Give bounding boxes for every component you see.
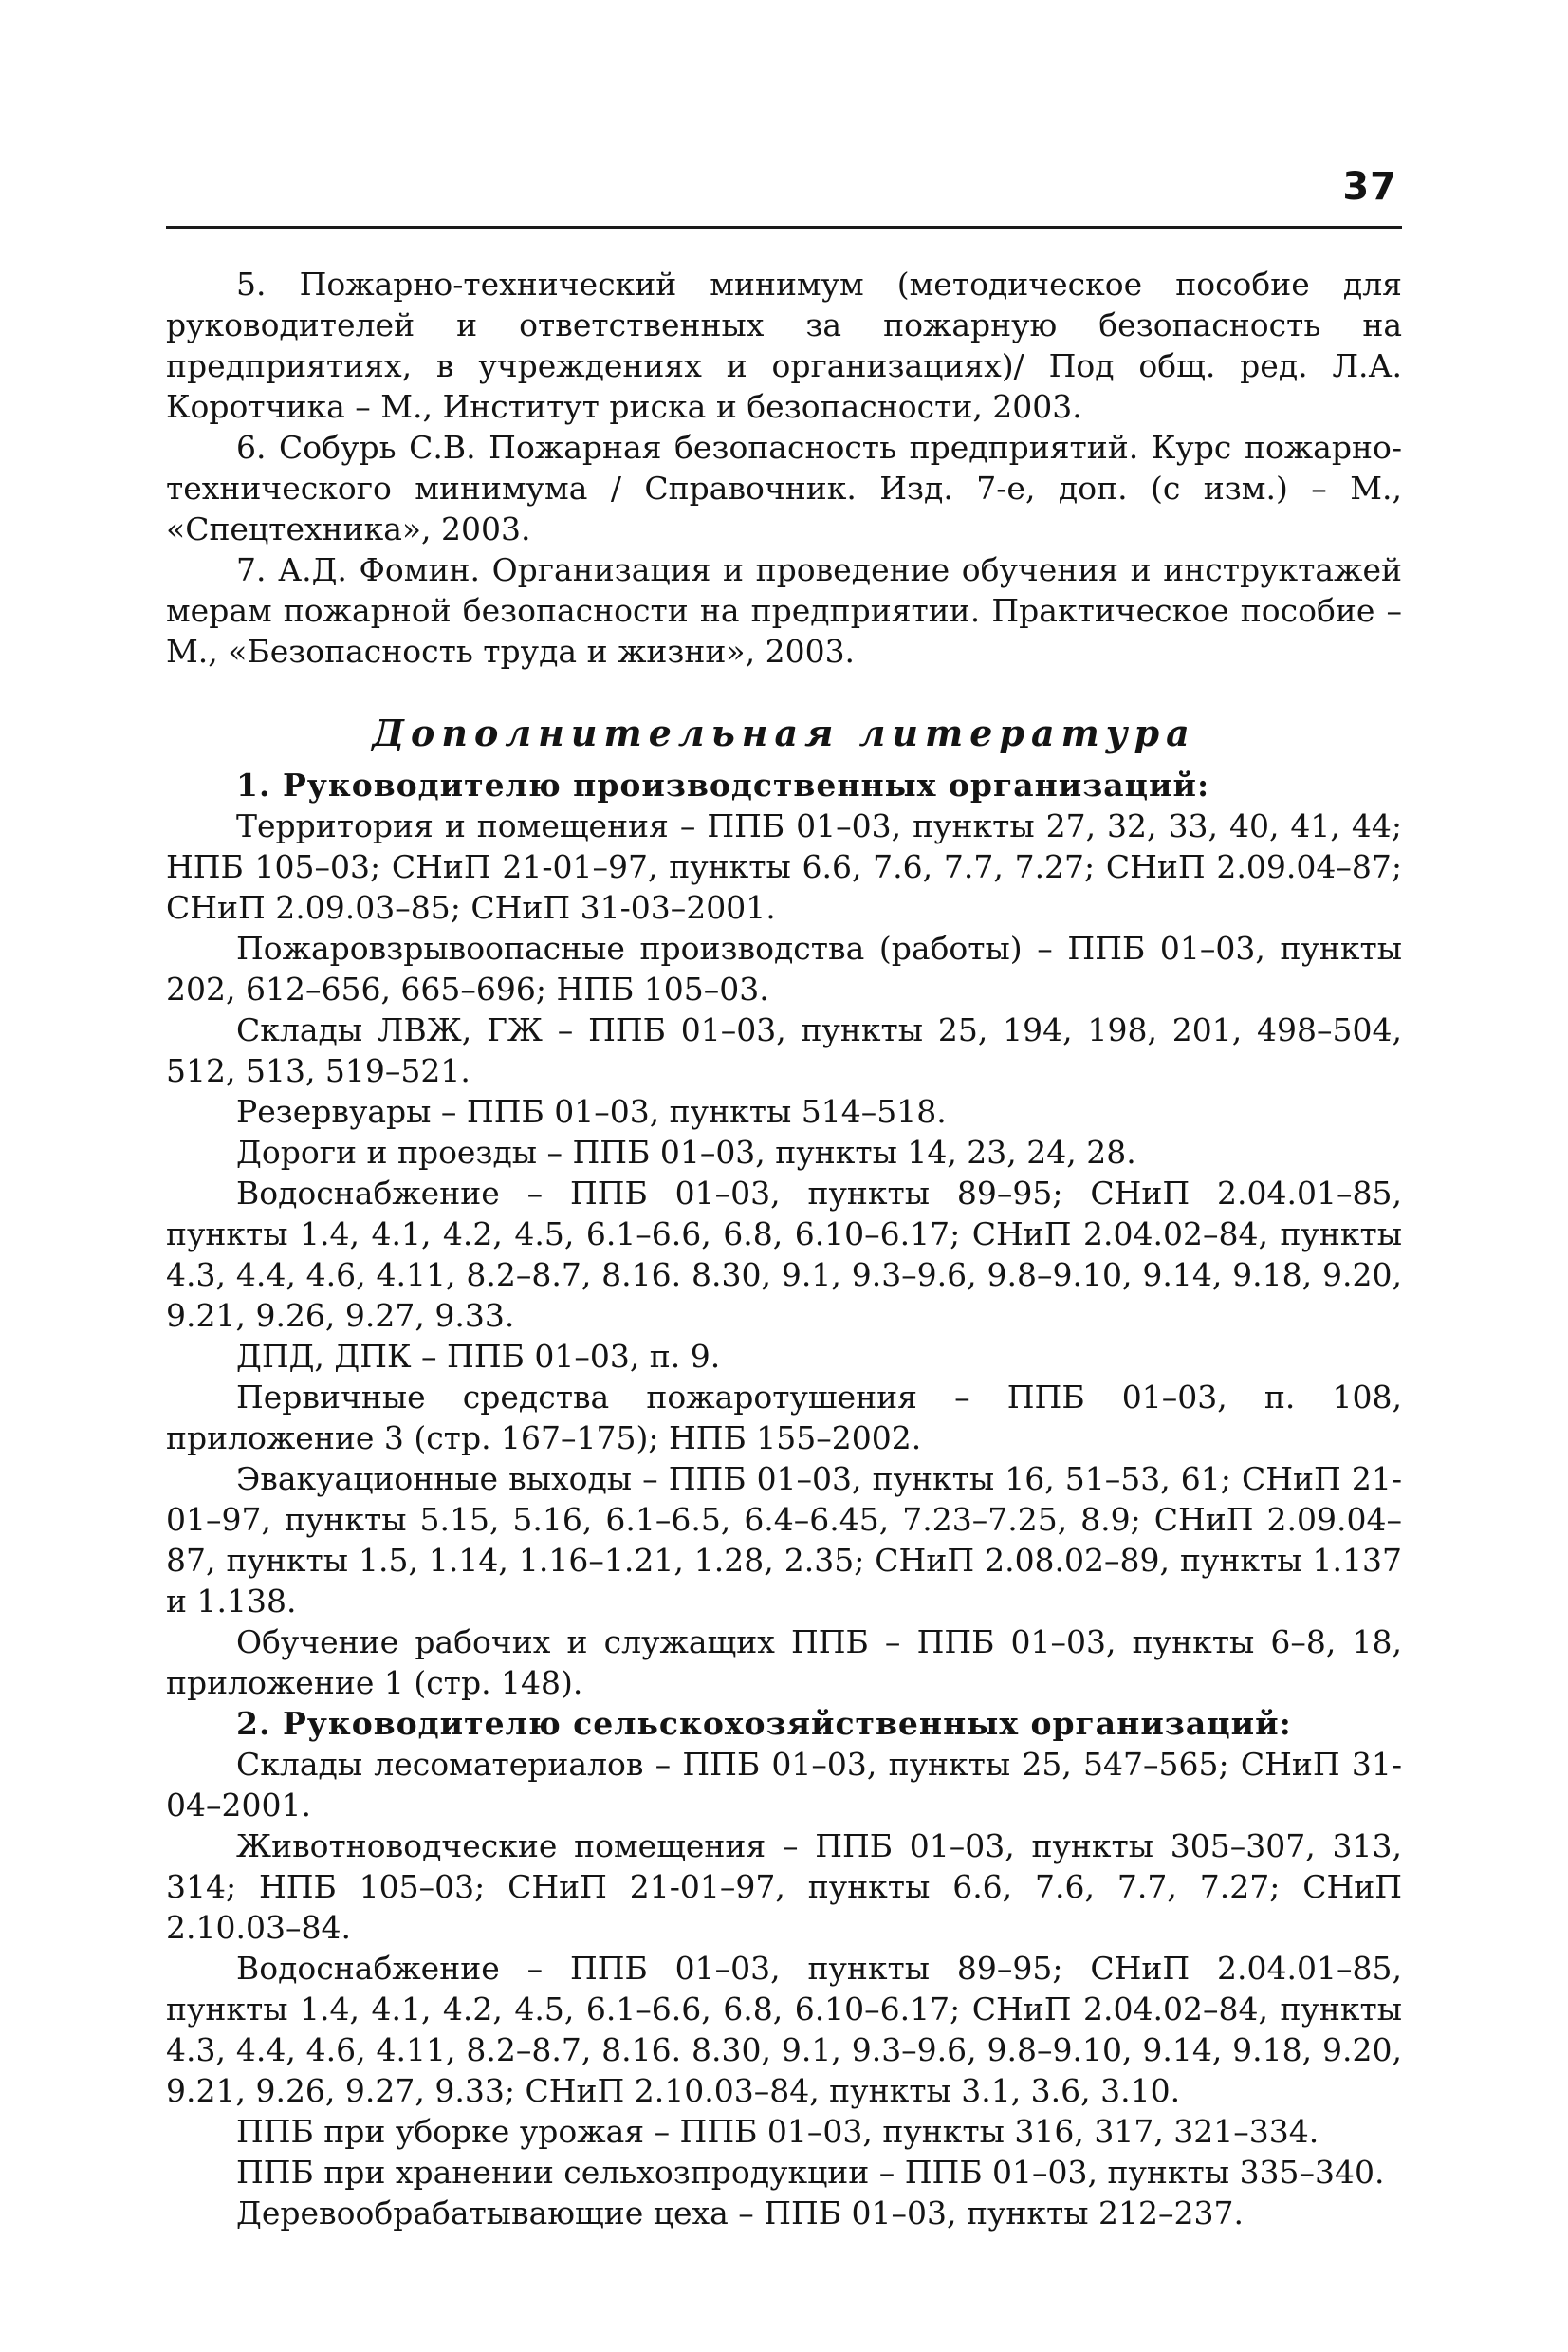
list-item: ППБ при уборке урожая – ППБ 01–03, пункты 316, 317, 321–334. (236, 2113, 1319, 2150)
list-item: Территория и помещения – ППБ 01–03, пункты 27, 32, 33, 40, 41, 44; НПБ 105–03; СНиП 21-01–97, пункты 6.6, 7.6, 7.7, 7.27; СНиП 2.09.04–87; СНиП 2.09.03–85; СНиП 31-03–2001. (166, 807, 1402, 926)
page-content (166, 264, 1402, 2233)
reference-item: 5. Пожарно-технический минимум (методическое пособие для руководителей и ответственных за пожарную безопасность на предприятиях, в учреждениях и организациях)/ Под общ. ред. Л.А. Коротчика – М., Институт риска и безопасности, 2003. (166, 266, 1402, 425)
list-item: Обучение рабочих и служащих ППБ – ППБ 01–03, пункты 6–8, 18, приложение 1 (стр. 148). (166, 1623, 1402, 1701)
list-item: Дороги и проезды – ППБ 01–03, пункты 14, 23, 24, 28. (236, 1134, 1136, 1171)
subsection-title: 1. Руководителю производственных организаций: (236, 767, 1210, 804)
section-heading: Дополнительная литература (372, 712, 1196, 754)
list-item: Водоснабжение – ППБ 01–03, пункты 89–95; СНиП 2.04.01–85, пункты 1.4, 4.1, 4.2, 4.5, 6.1–6.6, 6.8, 6.10–6.17; СНиП 2.04.02–84, пункты 4.3, 4.4, 4.6, 4.11, 8.2–8.7, 8.16. 8.30, 9.1, 9.3–9.6, 9.8–9.10, 9.14, 9.18, 9.20, 9.21, 9.26, 9.27, 9.33; СНиП 2.10.03–84, пункты 3.1, 3.6, 3.10. (166, 1950, 1402, 2109)
list-item: ППБ при хранении сельхозпродукции – ППБ 01–03, пункты 335–340. (236, 2154, 1385, 2191)
reference-item: 6. Собурь С.В. Пожарная безопасность предприятий. Курс пожарно-технического минимума / Справочник. Изд. 7-е, доп. (с изм.) – М., «Спецтехника», 2003. (166, 429, 1402, 547)
reference-item: 7. А.Д. Фомин. Организация и проведение обучения и инструктажей мерам пожарной безопасности на предприятии. Практическое пособие – М., «Безопасность труда и жизни», 2003. (166, 551, 1402, 670)
subsection-title: 2. Руководителю сельскохозяйственных организаций: (236, 1705, 1292, 1742)
list-item: Эвакуационные выходы – ППБ 01–03, пункты 16, 51–53, 61; СНиП 21-01–97, пункты 5.15, 5.16, 6.1–6.5, 6.4–6.45, 7.23–7.25, 8.9; СНиП 2.09.04–87, пункты 1.5, 1.14, 1.16–1.21, 1.28, 2.35; СНиП 2.08.02–89, пункты 1.137 и 1.138. (166, 1460, 1402, 1620)
list-item: Деревообрабатывающие цеха – ППБ 01–03, пункты 212–237. (236, 2195, 1245, 2232)
list-item: Животноводческие помещения – ППБ 01–03, пункты 305–307, 313, 314; НПБ 105–03; СНиП 21-01–97, пункты 6.6, 7.6, 7.7, 7.27; СНиП 2.10.03–84. (166, 1827, 1402, 1946)
list-item: Водоснабжение – ППБ 01–03, пункты 89–95; СНиП 2.04.01–85, пункты 1.4, 4.1, 4.2, 4.5, 6.1–6.6, 6.8, 6.10–6.17; СНиП 2.04.02–84, пункты 4.3, 4.4, 4.6, 4.11, 8.2–8.7, 8.16. 8.30, 9.1, 9.3–9.6, 9.8–9.10, 9.14, 9.18, 9.20, 9.21, 9.26, 9.27, 9.33. (166, 1175, 1402, 1334)
header-rule (166, 226, 1402, 229)
list-item: Первичные средства пожаротушения – ППБ 01–03, п. 108, приложение 3 (стр. 167–175); НПБ 155–2002. (166, 1379, 1402, 1456)
list-item: Склады лесоматериалов – ППБ 01–03, пункты 25, 547–565; СНиП 31-04–2001. (166, 1746, 1402, 1824)
list-item: ДПД, ДПК – ППБ 01–03, п. 9. (236, 1338, 721, 1375)
list-item: Резервуары – ППБ 01–03, пункты 514–518. (236, 1093, 947, 1130)
page-number: 37 (1342, 165, 1397, 209)
list-item: Склады ЛВЖ, ГЖ – ППБ 01–03, пункты 25, 194, 198, 201, 498–504, 512, 513, 519–521. (166, 1011, 1402, 1089)
list-item: Пожаровзрывоопасные производства (работы) – ППБ 01–03, пункты 202, 612–656, 665–696; НПБ 105–03. (166, 930, 1402, 1008)
